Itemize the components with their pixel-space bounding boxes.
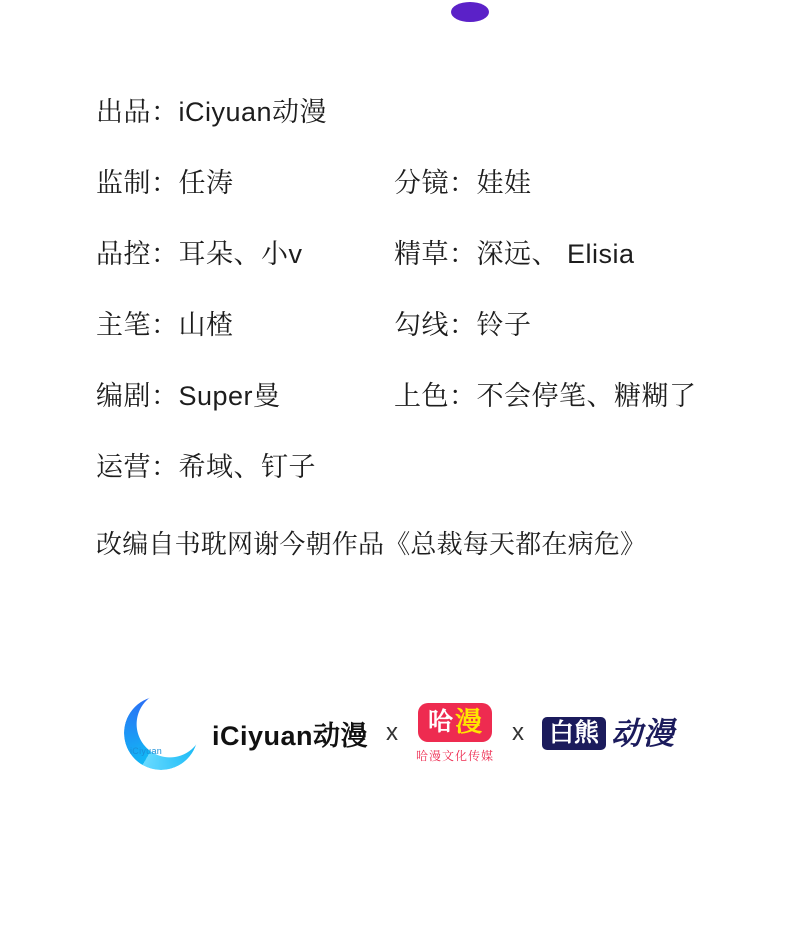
credit-row xyxy=(0,169,799,240)
credit-row xyxy=(0,311,799,382)
haman-subtitle: 哈漫文化传媒 xyxy=(416,748,495,763)
baixiong-badge: 白熊 xyxy=(542,717,606,750)
haman-badge-right: 漫 xyxy=(455,706,483,737)
crescent-shape xyxy=(124,696,198,770)
credit-entry: 分镜：娃娃 xyxy=(394,168,532,198)
adaptation-note-row xyxy=(0,524,799,586)
credit-entry: 精草：深远、 Elisia xyxy=(394,239,635,269)
haman-logo xyxy=(416,703,494,764)
credit-entry: 主笔：山楂 xyxy=(96,310,234,340)
adaptation-note: 改编自书耽网谢今朝作品《总裁每天都在病危》 xyxy=(96,529,647,559)
credit-entry: 出品：iCiyuan动漫 xyxy=(96,97,328,127)
iciyuan-wordmark: iCiyuan动漫 xyxy=(211,720,368,751)
baixiong-wordmark: 动漫 xyxy=(611,715,676,751)
credit-row xyxy=(0,453,799,524)
credit-row xyxy=(0,98,799,169)
logo-separator-1: x xyxy=(386,719,398,746)
baixiong-logo xyxy=(542,717,675,750)
logo-separator-2: x xyxy=(512,719,525,746)
credit-entry: 运营：希域、钉子 xyxy=(96,452,316,482)
credit-entry: 勾线：铃子 xyxy=(394,310,532,340)
iciyuan-logo xyxy=(124,696,368,770)
credit-entry: 品控：耳朵、小v xyxy=(96,239,303,269)
credit-entry: 编剧：Super曼 xyxy=(96,381,281,411)
top-decoration-dot xyxy=(451,2,489,22)
credit-row xyxy=(0,382,799,453)
credits-list xyxy=(0,98,799,586)
credit-row xyxy=(0,240,799,311)
logo-strip xyxy=(0,678,799,788)
haman-badge-left: 哈 xyxy=(428,707,454,736)
haman-badge xyxy=(418,703,492,742)
iciyuan-mark-text: iCiyuan xyxy=(129,746,163,756)
iciyuan-moon-icon xyxy=(124,696,198,770)
credit-entry: 监制：任涛 xyxy=(96,168,234,198)
credit-entry: 上色：不会停笔、糖糊了 xyxy=(394,381,697,411)
